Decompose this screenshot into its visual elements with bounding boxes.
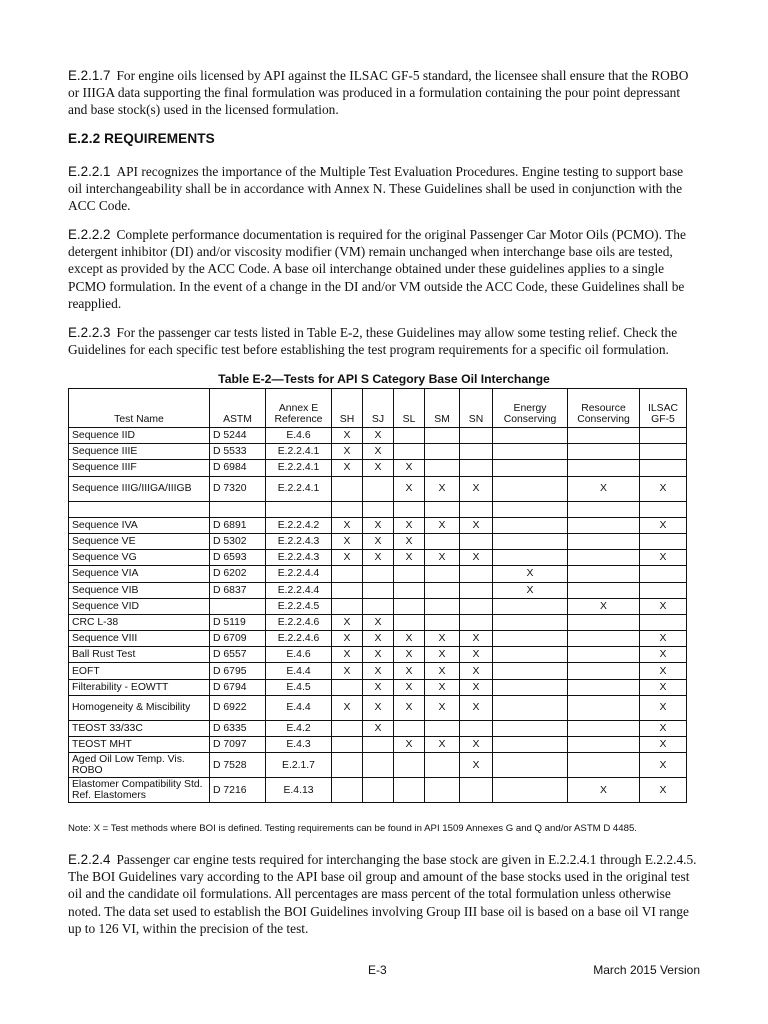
cell-ilsac (640, 566, 687, 582)
table-row (69, 614, 687, 630)
cell-ilsac: X (640, 631, 687, 647)
cell-sh: X (332, 517, 363, 533)
cell-sl: X (394, 647, 425, 663)
cell-astm: D 7097 (210, 737, 266, 753)
cell-sj: X (363, 517, 394, 533)
cell-ref: E.2.2.4.1 (266, 444, 332, 460)
cell-ref: E.2.2.4.4 (266, 566, 332, 582)
cell-sj: X (363, 720, 394, 736)
cell-sj: X (363, 631, 394, 647)
cell-name: Sequence VE (69, 533, 210, 549)
clause-text: Passenger car engine tests required for interchanging the base stock are given in E.2.2.4.1 through E.2.2.4.5. The BOI Guidelines vary according to the API base oil group and amount of the base stocks used in the original test oil and the candidate oil formulations. All percentages are mass percent of the total formulation unless otherwise noted. The data set used to establish the BOI Guidelines involving Group III base oil is based on a base oil VI range up to 126 VI, within the precision of the test. (68, 852, 697, 936)
cell-ref: E.2.2.4.2 (266, 517, 332, 533)
clause-number: E.2.2.4 (68, 852, 111, 867)
cell-sn (460, 778, 493, 803)
cell-name: Sequence VID (69, 598, 210, 614)
cell-name: Sequence VIII (69, 631, 210, 647)
clause-text: For engine oils licensed by API against the ILSAC GF-5 standard, the licensee shall ensure that the ROBO or IIIGA data supporting the final formulation was produced in a formulation containing the pour point depressant and base stock(s) used in the licensed formulation. (68, 68, 689, 118)
cell-energy (493, 476, 568, 501)
cell-sj (363, 753, 394, 778)
cell-ref: E.4.5 (266, 679, 332, 695)
table-row (69, 460, 687, 476)
cell-sm (425, 778, 460, 803)
base-oil-interchange-table (68, 388, 687, 803)
cell-sm (425, 428, 460, 444)
clause-text: Complete performance documentation is required for the original Passenger Car Motor Oils (PCMO). The detergent inhibitor (DI) and/or viscosity modifier (VM) remain unchanged when interchange base oils are tested, except as provided by the ACC Code. A base oil interchange obtained under these guidelines applies to a single PCMO formulation. In the event of a change in the DI and/or VM outside the ACC Code, these Guidelines shall be reapplied. (68, 227, 686, 311)
cell-energy (493, 598, 568, 614)
table-body (69, 428, 687, 803)
cell-ref: E.2.2.4.3 (266, 533, 332, 549)
cell-ilsac (640, 533, 687, 549)
cell-name: Ball Rust Test (69, 647, 210, 663)
cell-sh (332, 582, 363, 598)
cell-ilsac (640, 582, 687, 598)
cell-astm: D 6922 (210, 695, 266, 720)
cell-sm (425, 598, 460, 614)
cell-ilsac: X (640, 778, 687, 803)
cell-resource (568, 631, 640, 647)
section-heading: E.2.2 REQUIREMENTS (68, 131, 215, 146)
cell-sm (425, 501, 460, 517)
cell-resource (568, 582, 640, 598)
cell-sj (363, 598, 394, 614)
cell-ref: E.4.4 (266, 663, 332, 679)
table-row (69, 778, 687, 803)
cell-resource: X (568, 778, 640, 803)
cell-sj (363, 582, 394, 598)
cell-resource (568, 737, 640, 753)
cell-resource (568, 460, 640, 476)
cell-sj: X (363, 614, 394, 630)
cell-astm: D 6335 (210, 720, 266, 736)
cell-astm: D 6709 (210, 631, 266, 647)
table-row (69, 631, 687, 647)
cell-energy (493, 647, 568, 663)
cell-sj (363, 501, 394, 517)
cell-ref: E.2.1.7 (266, 753, 332, 778)
cell-energy (493, 753, 568, 778)
header-sh: SH (332, 389, 363, 428)
cell-sh (332, 679, 363, 695)
cell-name: CRC L-38 (69, 614, 210, 630)
cell-sh (332, 753, 363, 778)
cell-energy (493, 460, 568, 476)
cell-sl (394, 753, 425, 778)
paragraph-e-2-2-1 (68, 163, 700, 215)
cell-sm: X (425, 737, 460, 753)
cell-ilsac: X (640, 737, 687, 753)
cell-ilsac: X (640, 663, 687, 679)
cell-sl (394, 598, 425, 614)
cell-sl: X (394, 550, 425, 566)
cell-ref: E.4.3 (266, 737, 332, 753)
cell-sl: X (394, 533, 425, 549)
cell-sj: X (363, 663, 394, 679)
cell-energy: X (493, 582, 568, 598)
cell-sn (460, 582, 493, 598)
cell-energy (493, 517, 568, 533)
cell-sm: X (425, 679, 460, 695)
cell-name: Sequence IIIE (69, 444, 210, 460)
cell-ilsac: X (640, 753, 687, 778)
cell-sn: X (460, 647, 493, 663)
cell-sj: X (363, 533, 394, 549)
header-sl: SL (394, 389, 425, 428)
cell-ilsac: X (640, 476, 687, 501)
cell-ilsac: X (640, 517, 687, 533)
cell-sh: X (332, 550, 363, 566)
cell-name: Elastomer Compatibility Std. Ref. Elastomers (69, 778, 210, 803)
table-row (69, 566, 687, 582)
cell-sm: X (425, 695, 460, 720)
cell-sl: X (394, 679, 425, 695)
header-sj: SJ (363, 389, 394, 428)
cell-sh: X (332, 444, 363, 460)
cell-sl (394, 582, 425, 598)
cell-sj: X (363, 428, 394, 444)
cell-sl: X (394, 663, 425, 679)
cell-ilsac: X (640, 720, 687, 736)
cell-sn (460, 533, 493, 549)
cell-sn (460, 566, 493, 582)
cell-sj: X (363, 550, 394, 566)
page-number: E-3 (368, 963, 387, 977)
cell-sl (394, 444, 425, 460)
cell-sn: X (460, 631, 493, 647)
table-row (69, 598, 687, 614)
cell-energy (493, 737, 568, 753)
table-row (69, 476, 687, 501)
cell-sm: X (425, 631, 460, 647)
cell-sj (363, 737, 394, 753)
cell-sm (425, 582, 460, 598)
cell-sl (394, 614, 425, 630)
cell-resource (568, 501, 640, 517)
header-astm: ASTM (210, 389, 266, 428)
table-row (69, 737, 687, 753)
cell-name: Homogeneity & Miscibility (69, 695, 210, 720)
cell-sm: X (425, 663, 460, 679)
cell-energy (493, 533, 568, 549)
cell-sm: X (425, 647, 460, 663)
cell-ref (266, 501, 332, 517)
cell-ref: E.2.2.4.1 (266, 460, 332, 476)
clause-number: E.2.2.2 (68, 227, 111, 242)
paragraph-e-2-1-7 (68, 67, 700, 119)
cell-sm (425, 460, 460, 476)
cell-astm: D 6794 (210, 679, 266, 695)
cell-sj (363, 476, 394, 501)
cell-astm: D 7528 (210, 753, 266, 778)
cell-resource (568, 428, 640, 444)
cell-sl: X (394, 476, 425, 501)
cell-astm: D 6202 (210, 566, 266, 582)
cell-ilsac (640, 428, 687, 444)
cell-energy (493, 695, 568, 720)
cell-sh: X (332, 428, 363, 444)
cell-resource (568, 753, 640, 778)
cell-astm: D 5533 (210, 444, 266, 460)
cell-resource (568, 679, 640, 695)
cell-sh (332, 598, 363, 614)
cell-astm (210, 598, 266, 614)
cell-ilsac (640, 444, 687, 460)
cell-sh (332, 720, 363, 736)
cell-name: Sequence VIB (69, 582, 210, 598)
cell-astm: D 6593 (210, 550, 266, 566)
table-row (69, 517, 687, 533)
cell-resource (568, 533, 640, 549)
cell-sn (460, 428, 493, 444)
cell-sj (363, 778, 394, 803)
cell-resource (568, 663, 640, 679)
cell-name: Sequence IVA (69, 517, 210, 533)
clause-number: E.2.2.1 (68, 164, 111, 179)
cell-name: Sequence IIIF (69, 460, 210, 476)
cell-energy (493, 631, 568, 647)
cell-energy (493, 550, 568, 566)
cell-name: EOFT (69, 663, 210, 679)
cell-sm (425, 444, 460, 460)
cell-astm: D 7320 (210, 476, 266, 501)
cell-astm: D 6837 (210, 582, 266, 598)
cell-ilsac: X (640, 679, 687, 695)
cell-astm: D 7216 (210, 778, 266, 803)
cell-sh: X (332, 631, 363, 647)
table-row (69, 582, 687, 598)
cell-sl (394, 778, 425, 803)
paragraph-e-2-2-2 (68, 226, 700, 312)
cell-sh: X (332, 647, 363, 663)
cell-ref: E.4.6 (266, 428, 332, 444)
cell-sj: X (363, 460, 394, 476)
cell-ref: E.2.2.4.6 (266, 631, 332, 647)
cell-sj: X (363, 695, 394, 720)
header-test-name: Test Name (69, 389, 210, 428)
cell-name: Filterability - EOWTT (69, 679, 210, 695)
cell-sh (332, 737, 363, 753)
cell-ref: E.4.2 (266, 720, 332, 736)
cell-name (69, 501, 210, 517)
header-annex-reference: Annex E Reference (266, 389, 332, 428)
cell-sh (332, 476, 363, 501)
cell-sh (332, 501, 363, 517)
header-energy-conserving: Energy Conserving (493, 389, 568, 428)
table-row (69, 533, 687, 549)
cell-sh (332, 778, 363, 803)
cell-energy (493, 663, 568, 679)
table-row (69, 679, 687, 695)
cell-sl (394, 720, 425, 736)
cell-sn: X (460, 695, 493, 720)
clause-number: E.2.1.7 (68, 68, 111, 83)
cell-sn: X (460, 663, 493, 679)
cell-energy (493, 428, 568, 444)
cell-sn: X (460, 753, 493, 778)
cell-astm: D 6795 (210, 663, 266, 679)
cell-astm: D 5244 (210, 428, 266, 444)
cell-energy (493, 444, 568, 460)
table-row (69, 695, 687, 720)
cell-sn (460, 720, 493, 736)
table-row-blank (69, 501, 687, 517)
table-row (69, 550, 687, 566)
cell-sm (425, 614, 460, 630)
cell-name: TEOST MHT (69, 737, 210, 753)
cell-ilsac (640, 614, 687, 630)
cell-ilsac (640, 501, 687, 517)
cell-energy (493, 501, 568, 517)
cell-resource (568, 550, 640, 566)
cell-energy: X (493, 566, 568, 582)
cell-resource (568, 720, 640, 736)
cell-sn (460, 598, 493, 614)
cell-sn: X (460, 476, 493, 501)
cell-ref: E.4.13 (266, 778, 332, 803)
cell-sj: X (363, 444, 394, 460)
cell-sj: X (363, 679, 394, 695)
cell-astm: D 5302 (210, 533, 266, 549)
cell-ilsac: X (640, 647, 687, 663)
cell-sm: X (425, 550, 460, 566)
clause-text: For the passenger car tests listed in Table E-2, these Guidelines may allow some testing relief. Check the Guidelines for each specific test before establishing the test program requirements for a specific oil formulation. (68, 325, 678, 358)
cell-energy (493, 614, 568, 630)
cell-sl: X (394, 737, 425, 753)
cell-astm: D 6891 (210, 517, 266, 533)
cell-sn (460, 501, 493, 517)
table-row (69, 444, 687, 460)
cell-ilsac (640, 460, 687, 476)
cell-sn: X (460, 679, 493, 695)
cell-resource (568, 444, 640, 460)
table-row (69, 753, 687, 778)
cell-sh: X (332, 533, 363, 549)
cell-energy (493, 679, 568, 695)
cell-sm: X (425, 476, 460, 501)
table-note: Note: X = Test methods where BOI is defined. Testing requirements can be found in API 1509 Annexes G and Q and/or ASTM D 4485. (68, 823, 637, 834)
paragraph-e-2-2-4 (68, 851, 700, 937)
table-row (69, 720, 687, 736)
table-row (69, 428, 687, 444)
cell-ilsac: X (640, 695, 687, 720)
cell-sn (460, 444, 493, 460)
cell-sh: X (332, 695, 363, 720)
cell-sm (425, 566, 460, 582)
cell-astm: D 5119 (210, 614, 266, 630)
header-sn: SN (460, 389, 493, 428)
cell-ref: E.2.2.4.4 (266, 582, 332, 598)
cell-sn (460, 614, 493, 630)
cell-ilsac: X (640, 550, 687, 566)
clause-text: API recognizes the importance of the Multiple Test Evaluation Procedures. Engine testing to support base oil interchangeability shall be in accordance with Annex N. These Guidelines shall be used in conjunction with the ACC Code. (68, 164, 684, 214)
cell-astm: D 6557 (210, 647, 266, 663)
cell-sl: X (394, 631, 425, 647)
cell-name: Sequence IIIG/IIIGA/IIIGB (69, 476, 210, 501)
cell-sn: X (460, 517, 493, 533)
cell-resource (568, 566, 640, 582)
cell-sl (394, 566, 425, 582)
cell-sh: X (332, 614, 363, 630)
cell-sh: X (332, 663, 363, 679)
cell-resource: X (568, 598, 640, 614)
cell-name: Sequence VIA (69, 566, 210, 582)
version-label: March 2015 Version (593, 963, 700, 977)
cell-name: Aged Oil Low Temp. Vis. ROBO (69, 753, 210, 778)
clause-number: E.2.2.3 (68, 325, 111, 340)
cell-sm: X (425, 517, 460, 533)
cell-astm: D 6984 (210, 460, 266, 476)
cell-resource (568, 614, 640, 630)
cell-sm (425, 753, 460, 778)
cell-sm (425, 720, 460, 736)
cell-sl (394, 501, 425, 517)
cell-ilsac: X (640, 598, 687, 614)
table-header-row (69, 389, 687, 428)
cell-ref: E.2.2.4.3 (266, 550, 332, 566)
cell-sm (425, 533, 460, 549)
cell-sl: X (394, 517, 425, 533)
cell-resource (568, 517, 640, 533)
cell-ref: E.2.2.4.1 (266, 476, 332, 501)
cell-sl: X (394, 695, 425, 720)
header-resource-conserving: Resource Conserving (568, 389, 640, 428)
cell-resource: X (568, 476, 640, 501)
cell-astm (210, 501, 266, 517)
cell-name: Sequence VG (69, 550, 210, 566)
table-row (69, 647, 687, 663)
cell-ref: E.2.2.4.5 (266, 598, 332, 614)
cell-resource (568, 695, 640, 720)
cell-ref: E.4.4 (266, 695, 332, 720)
cell-sj: X (363, 647, 394, 663)
cell-sl (394, 428, 425, 444)
cell-resource (568, 647, 640, 663)
cell-energy (493, 778, 568, 803)
cell-sn: X (460, 737, 493, 753)
table-row (69, 663, 687, 679)
header-sm: SM (425, 389, 460, 428)
cell-name: Sequence IID (69, 428, 210, 444)
cell-name: TEOST 33/33C (69, 720, 210, 736)
cell-sh: X (332, 460, 363, 476)
header-ilsac-gf5: ILSAC GF-5 (640, 389, 687, 428)
cell-sl: X (394, 460, 425, 476)
cell-ref: E.2.2.4.6 (266, 614, 332, 630)
paragraph-e-2-2-3 (68, 324, 700, 358)
cell-sj (363, 566, 394, 582)
cell-sh (332, 566, 363, 582)
cell-sn (460, 460, 493, 476)
cell-ref: E.4.6 (266, 647, 332, 663)
cell-sn: X (460, 550, 493, 566)
cell-energy (493, 720, 568, 736)
table-title: Table E-2—Tests for API S Category Base Oil Interchange (218, 372, 550, 386)
